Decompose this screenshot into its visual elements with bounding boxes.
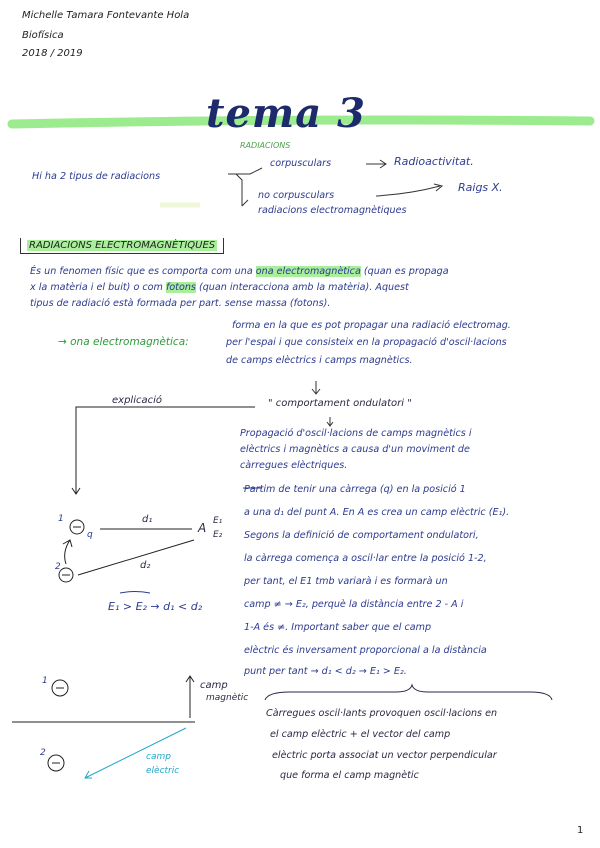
e2-label: E₂ (213, 530, 223, 540)
page-number: 1 (577, 825, 584, 836)
electric-field-label-1: camp (146, 752, 171, 762)
electric-field-label-2: elèctric (146, 766, 180, 776)
type-corpusculars: corpusculars (270, 158, 332, 169)
d2-label: d₂ (140, 560, 151, 571)
conclusion-line-1: Càrregues oscil·lants provoquen oscil·lacions en (266, 708, 498, 719)
explanation-line-2: a una d₁ del punt A. En A es crea un camp elèctric (E₁). (244, 507, 510, 518)
type-no-corpusculars-result: Raigs X. (458, 181, 503, 194)
explanation-line-4: la càrrega comença a oscil·lar entre la posició 1-2, (244, 553, 487, 564)
position-1-label: 1 (58, 514, 64, 524)
subject-name: Biofísica (22, 30, 64, 41)
definition-line-3: de camps elèctrics i camps magnètics. (226, 355, 413, 366)
explanation-line-7: 1-A és ≠. Important saber que el camp (244, 622, 432, 633)
magnetic-field-label-1: camp (200, 680, 228, 691)
position-2b-label: 2 (40, 748, 46, 758)
page-title: tema 3 (206, 90, 366, 137)
section-heading (20, 238, 224, 254)
e1-label: E₁ (213, 516, 223, 526)
p1-text: (quan interacciona amb la matèria). Aquest (195, 282, 409, 293)
type-corpusculars-result: Radioactivitat. (394, 155, 474, 168)
position-2-label: 2 (55, 562, 61, 572)
explanation-line-6: camp ≠ → E₂, perquè la distància entre 2 - A i (244, 599, 464, 610)
propagation-line-2: elèctrics i magnètics a causa d'un moviment de (240, 444, 470, 455)
paragraph-line-3: tipus de radiació està formada per part. sense massa (fotons). (30, 298, 331, 309)
intro-lead: Hi ha 2 tipus de radiacions (32, 171, 161, 182)
oscillation-arrow (63, 540, 72, 564)
conclusion-line-2: el camp elèctric + el vector del camp (270, 729, 451, 740)
arrow-down-behaviour (312, 381, 320, 394)
explanation-line-8: elèctric és inversament proporcional a la distància (244, 645, 487, 656)
d1-label: d₁ (142, 514, 153, 525)
explanation-arrow-down (72, 418, 80, 494)
definition-line-2: per l'espai i que consisteix en la propagació d'oscil·lacions (226, 337, 507, 348)
magnetic-field-arrow (186, 676, 194, 718)
explanation-line-3: Segons la definició de comportament ondulatori, (244, 530, 479, 541)
type-no-corpusculars: no corpusculars (258, 190, 335, 201)
academic-year: 2018 / 2019 (22, 48, 83, 59)
behaviour-label: " comportament ondulatori " (268, 398, 412, 409)
arrow-no-corpusculars (376, 184, 442, 196)
intro-arrow-2 (242, 200, 248, 206)
author-name: Michelle Tamara Fontevante Hola (22, 10, 190, 21)
p1-text: (quan es propaga (360, 266, 449, 277)
paragraph-line-1 (30, 266, 449, 277)
p1-text: És un fenomen físic que es comporta com una (30, 266, 256, 277)
charge-q-label: q (87, 530, 93, 540)
page-subtitle: RADIACIONS (240, 141, 291, 150)
definition-line-1: forma en la que es pot propagar una radiació electromag. (232, 320, 511, 331)
section-heading-text: RADIACIONS ELECTROMAGNÈTIQUES (29, 240, 216, 251)
highlight-photons: fotons (165, 282, 196, 293)
intro-branch-down (236, 174, 242, 206)
conclusion-line-4: que forma el camp magnètic (280, 770, 419, 781)
relation-brace (120, 592, 150, 594)
conclusion-line-3: elèctric porta associat un vector perpendicular (272, 750, 497, 761)
d2-line (78, 540, 194, 575)
point-a-label: A (198, 521, 207, 535)
paragraph-line-2 (30, 282, 409, 293)
explanation-line-5: per tant, el E1 tmb variarà i es formarà un (244, 576, 448, 587)
explanation-label: explicació (112, 395, 162, 406)
explanation-line-1: Partim de tenir una càrrega (q) en la posició 1 (244, 484, 466, 495)
propagation-line-1: Propagació d'oscil·lacions de camps magnètics i (240, 428, 472, 439)
p1-text: x la matèria i el buit) o com (30, 282, 166, 293)
explanation-bracket (76, 407, 255, 418)
conclusion-brace (265, 685, 552, 700)
intro-arrow-1 (250, 168, 262, 174)
arrow-corpusculars (366, 160, 386, 168)
field-relation: E₁ > E₂ → d₁ < d₂ (108, 600, 203, 613)
explanation-line-9: punt per tant → d₁ < d₂ → E₁ > E₂. (244, 666, 407, 677)
type-no-corpusculars-em: radiacions electromagnètiques (258, 205, 407, 216)
propagation-line-3: càrregues elèctriques. (240, 460, 348, 471)
magnetic-field-label-2: magnètic (206, 693, 249, 703)
highlight-em-wave: ona electromagnètica (255, 266, 361, 277)
arrow-down-prop (327, 417, 333, 426)
position-1b-label: 1 (42, 676, 48, 686)
definition-label: → ona electromagnètica: (58, 336, 189, 348)
